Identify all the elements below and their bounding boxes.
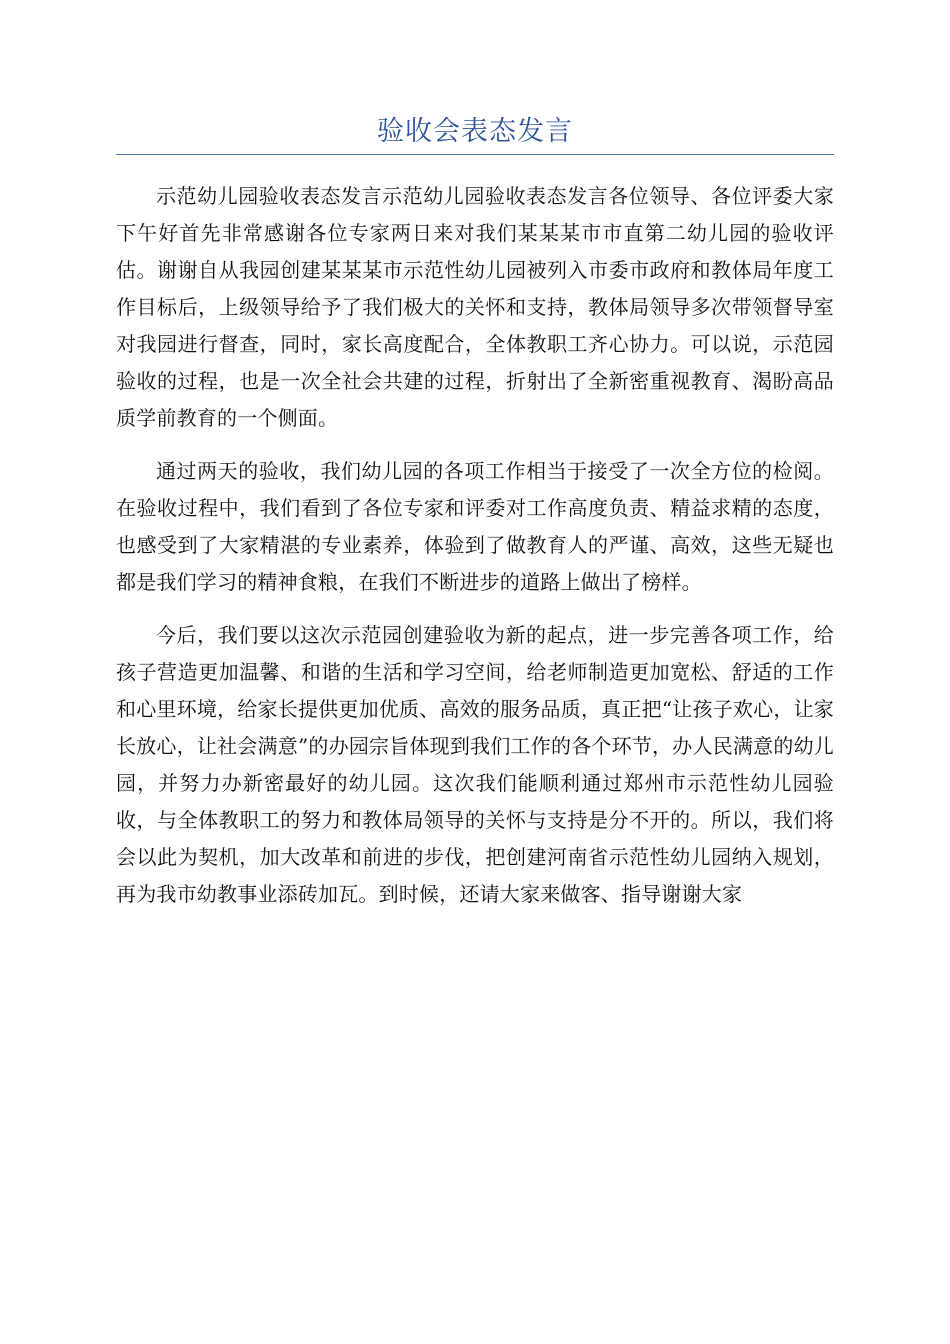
document-title: 验收会表态发言 bbox=[377, 116, 573, 147]
document-body bbox=[116, 178, 834, 929]
paragraph-2: 通过两天的验收，我们幼儿园的各项工作相当于接受了一次全方位的检阅。在验收过程中，我们看到了各位专家和评委对工作高度负责、精益求精的态度，也感受到了大家精湛的专业素养，体验到了做教育人的严谨、高效，这些无疑也都是我们学习的精神食粮，在我们不断进步的道路上做出了榜样。 bbox=[116, 459, 834, 594]
title-underline-rule bbox=[116, 154, 834, 155]
paragraph-1: 示范幼儿园验收表态发言示范幼儿园验收表态发言各位领导、各位评委大家下午好首先非常感谢各位专家两日来对我们某某某市市直第二幼儿园的验收评估。谢谢自从我园创建某某某市示范性幼儿园被列入市委市政府和教体局年度工作目标后，上级领导给予了我们极大的关怀和支持，教体局领导多次带领督导室对我园进行督查，同时，家长高度配合，全体教职工齐心协力。可以说，示范园验收的过程，也是一次全社会共建的过程，折射出了全新密重视教育、渴盼高品质学前教育的一个侧面。 bbox=[116, 184, 834, 430]
paragraph-3: 今后，我们要以这次示范园创建验收为新的起点，进一步完善各项工作，给孩子营造更加温馨、和谐的生活和学习空间，给老师制造更加宽松、舒适的工作和心里环境，给家长提供更加优质、高效的服务品质，真正把“让孩子欢心，让家长放心，让社会满意”的办园宗旨体现到我们工作的各个环节，办人民满意的幼儿园，并努力办新密最好的幼儿园。这次我们能顺利通过郑州市示范性幼儿园验收，与全体教职工的努力和教体局领导的关怀与支持是分不开的。所以，我们将会以此为契机，加大改革和前进的步伐，把创建河南省示范性幼儿园纳入规划，再为我市幼教事业添砖加瓦。到时候，还请大家来做客、指导谢谢大家 bbox=[116, 623, 834, 906]
